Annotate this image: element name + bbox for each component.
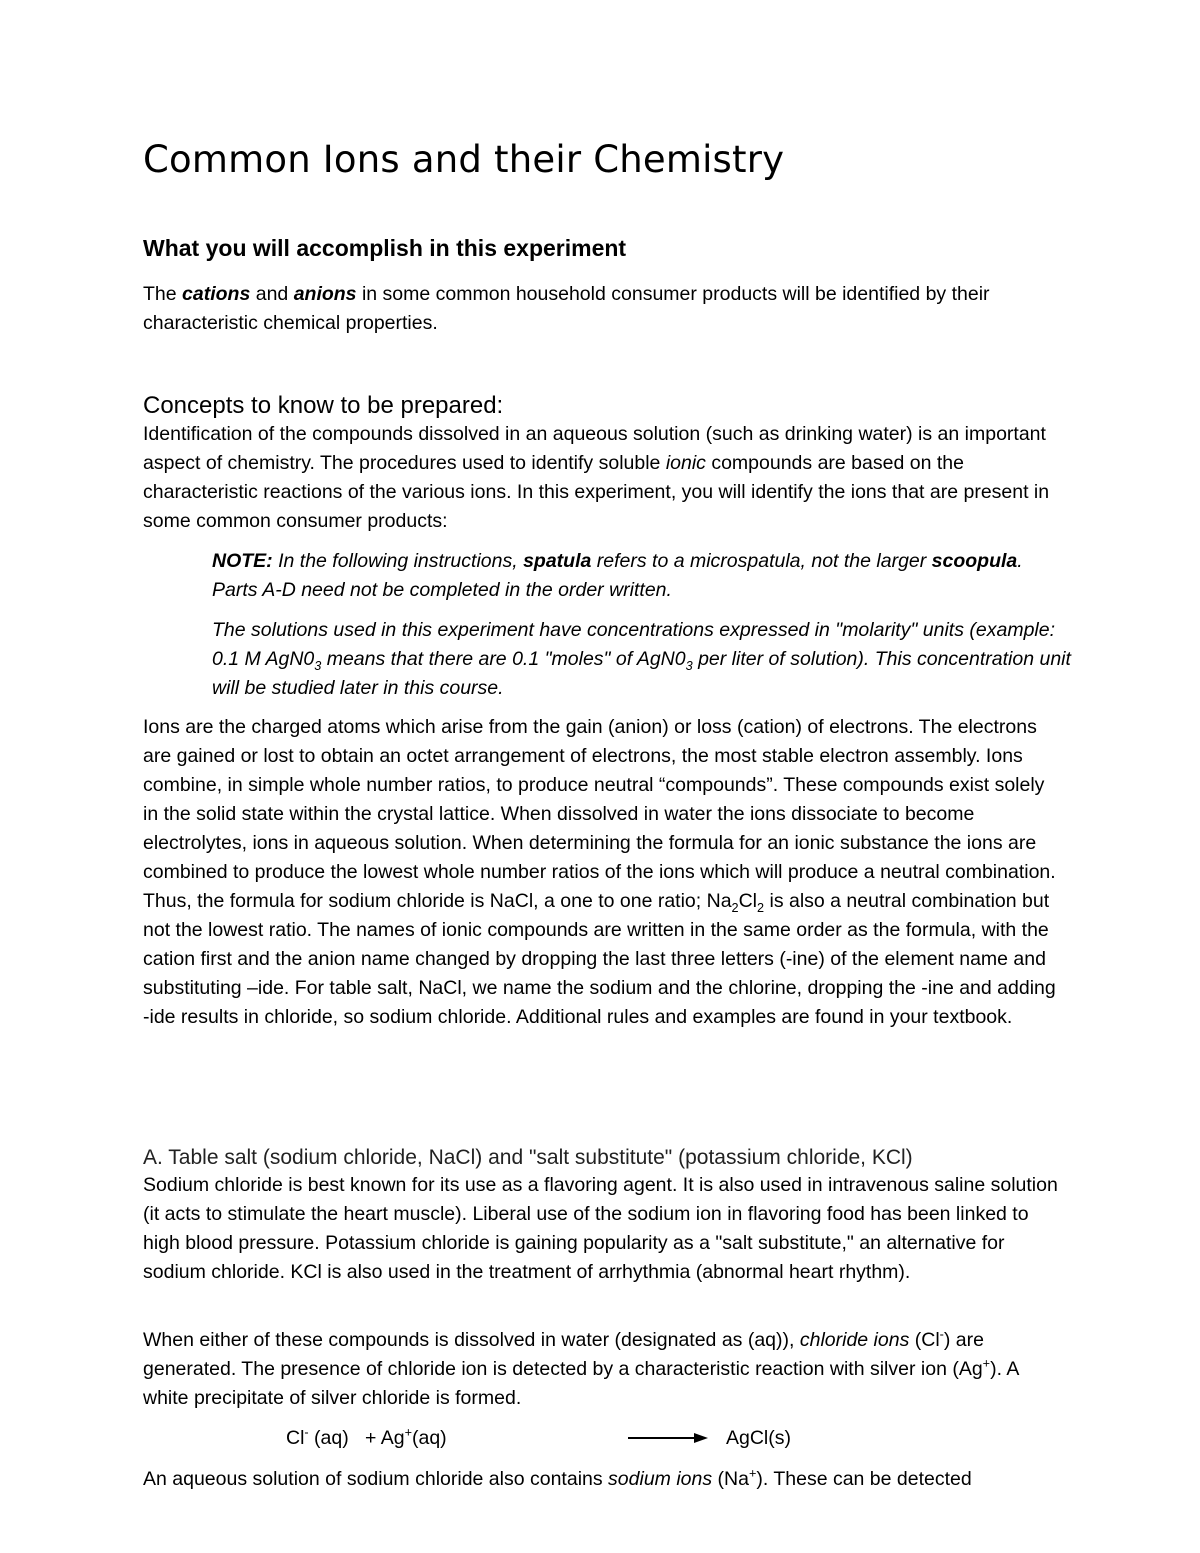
subscript: 2: [731, 900, 739, 915]
chloride-ions-term: chloride ions: [799, 1329, 910, 1351]
cations-term: cations: [182, 283, 251, 305]
text-run: refers to a microspatula, not the larger: [591, 550, 932, 572]
text-run: When either of these compounds is dissolved in water (designated as (aq)),: [143, 1329, 800, 1351]
part-a-paragraph: Sodium chloride is best known for its use as a flavoring agent. It is also used in intravenous saline solution (it acts to stimulate the heart muscle). Liberal use of the sodium ion in flavoring food has been linked to high blood pressure. Potassium chloride is gaining popularity as a "salt substitute," an alternative for sodium chloride. KCl is also used in the treatment of arrhythmia (abnormal heart rhythm).: [143, 1174, 1058, 1283]
part-a-heading: A. Table salt (sodium chloride, NaCl) and "salt substitute" (potassium chloride, KCl): [143, 1146, 913, 1169]
equation-product: AgCl(s): [726, 1427, 792, 1449]
text-run: Identification of the compounds dissolved in an aqueous solution (such as drinking water) is an important aspect of chemistry. The procedures used to identify soluble: [143, 423, 1046, 474]
text-run: The: [143, 283, 183, 305]
text-run: (Cl: [909, 1329, 940, 1351]
concepts-heading: Concepts to know to be prepared:: [143, 392, 504, 419]
chloride-paragraph: [143, 1326, 1063, 1413]
text-run: per liter of solution). This concentration unit will be studied later in this course.: [212, 648, 1071, 699]
text-run: In the following instructions,: [272, 550, 524, 572]
text-run: . Parts A-D need not be completed in the order written.: [212, 550, 1023, 601]
ionic-term: ionic: [665, 452, 706, 474]
subscript: 2: [757, 900, 765, 915]
text-run: (Na: [712, 1468, 749, 1490]
superscript: +: [982, 1356, 991, 1371]
accomplish-heading: What you will accomplish in this experiment: [143, 235, 627, 261]
ions-paragraph: [143, 713, 1063, 1032]
sodium-paragraph: [143, 1465, 1083, 1494]
superscript: +: [404, 1425, 412, 1440]
text-run: Cl: [738, 890, 758, 912]
text-run: (aq) + Ag: [308, 1427, 405, 1449]
text-run: is also a neutral combination but not the lowest ratio. The names of ionic compounds are written in the same order as the formula, with the cation first and the anion name changed by dropping the last three letters (-ine) of the element name and substituting –ide. For table salt, NaCl, we name the sodium and the chlorine, dropping the -ine and adding -ide results in chloride, so sodium chloride. Additional rules and examples are found in your textbook.: [143, 890, 1056, 1028]
text-run: ). These can be detected: [756, 1468, 972, 1490]
text-run: An aqueous solution of sodium chloride also contains: [143, 1468, 609, 1490]
text-run: The solutions used in this experiment have concentrations expressed in "molarity" units (example: 0.1 M AgN0: [212, 619, 1056, 670]
spatula-term: spatula: [523, 550, 592, 572]
text-run: (aq): [411, 1427, 447, 1449]
superscript: -: [939, 1327, 944, 1342]
text-run: ). A white precipitate of silver chloride is formed.: [143, 1358, 1019, 1409]
text-run: compounds are based on the characteristic reactions of the various ions. In this experiment, you will identify the ions that are present in some common consumer products:: [143, 452, 1050, 532]
reaction-arrow-icon: [626, 1428, 710, 1448]
text-run: and: [250, 283, 294, 305]
note-spatula: [212, 547, 1072, 605]
subscript: 3: [314, 658, 322, 673]
note-molarity: [212, 616, 1072, 703]
text-run: Ions are the charged atoms which arise from the gain (anion) or loss (cation) of electrons. The electrons are gained or lost to obtain an octet arrangement of electrons, the most stable electron assembly. Ions combine, in simple whole number ratios, to produce neutral “compounds”. These compounds exist solely in the solid state within the crystal lattice. When dissolved in water the ions dissociate to become electrolytes, ions in aqueous solution. When determining the formula for an ionic substance the ions are combined to produce the lowest whole number ratios of the ions which will produce a neutral combination. Thus, the formula for sodium chloride is NaCl, a one to one ratio; Na: [143, 716, 1056, 912]
text-run: Cl: [286, 1427, 305, 1449]
text-run: means that there are 0.1 "moles" of AgN0: [321, 648, 686, 670]
equation-reactants: [286, 1424, 447, 1453]
scoopula-term: scoopula: [931, 550, 1018, 572]
reaction-equation: [286, 1422, 886, 1456]
subscript: 3: [685, 658, 693, 673]
note-label: NOTE:: [212, 550, 273, 572]
page-title: Common Ions and their Chemistry: [143, 138, 785, 181]
text-run: in some common household consumer products will be identified by their characteristic chemical properties.: [143, 283, 990, 334]
anions-term: anions: [293, 283, 357, 305]
sodium-ions-term: sodium ions: [608, 1468, 713, 1490]
concepts-paragraph: [143, 420, 1063, 536]
accomplish-paragraph: [143, 280, 1063, 338]
text-run: ) are generated. The presence of chloride ion is detected by a characteristic reaction with silver ion (Ag: [143, 1329, 984, 1380]
superscript: -: [304, 1425, 309, 1440]
superscript: +: [748, 1466, 757, 1481]
